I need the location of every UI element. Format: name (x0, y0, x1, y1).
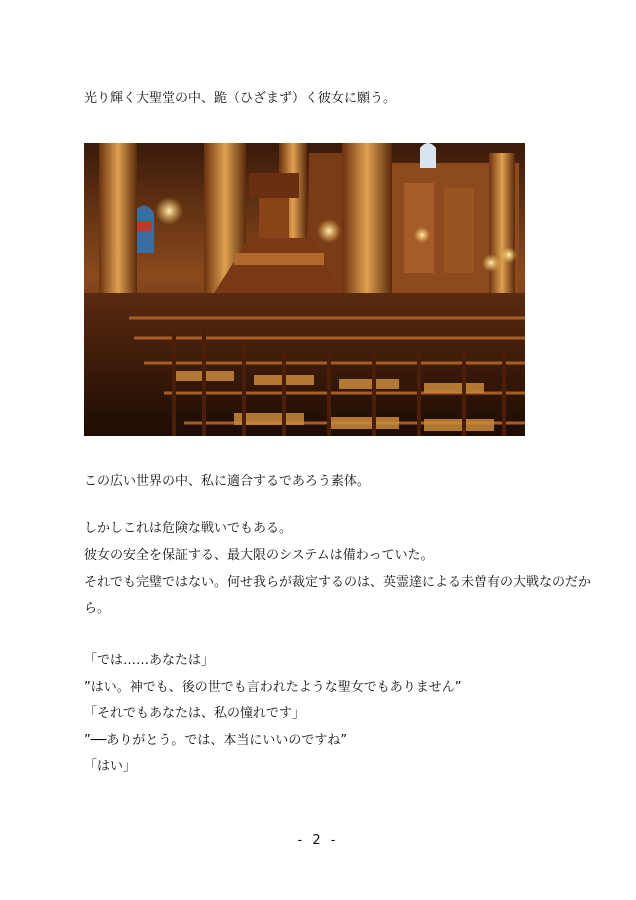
cathedral-interior-photo (84, 143, 525, 436)
imperfect-sentence-line-2: ら。 (84, 601, 111, 616)
dialogue-line: ”──ありがとう。では、本当にいいのですね” (84, 733, 348, 748)
dialogue-line: 「それでもあなたは、私の憧れです」 (84, 706, 306, 721)
dialogue-line: 「はい」 (84, 759, 137, 774)
world-sentence: この広い世界の中、私に適合するであろう素体。 (84, 474, 370, 489)
page-number: - 2 - (297, 833, 339, 848)
safety-sentence: 彼女の安全を保証する、最大限のシステムは備わっていた。 (84, 548, 434, 563)
imperfect-sentence-line-1: それでも完璧ではない。何せ我らが裁定するのは、英霊達による未曽有の大戦なのだか (84, 575, 592, 590)
intro-sentence: 光り輝く大聖堂の中、跪（ひざまず）く彼女に願う。 (84, 91, 397, 106)
dialogue-line: ”はい。神でも、後の世でも言われたような聖女でもありません” (84, 680, 462, 695)
dialogue-line: 「では……あなたは」 (84, 653, 215, 668)
danger-sentence: しかしこれは危険な戦いでもある。 (84, 521, 293, 536)
